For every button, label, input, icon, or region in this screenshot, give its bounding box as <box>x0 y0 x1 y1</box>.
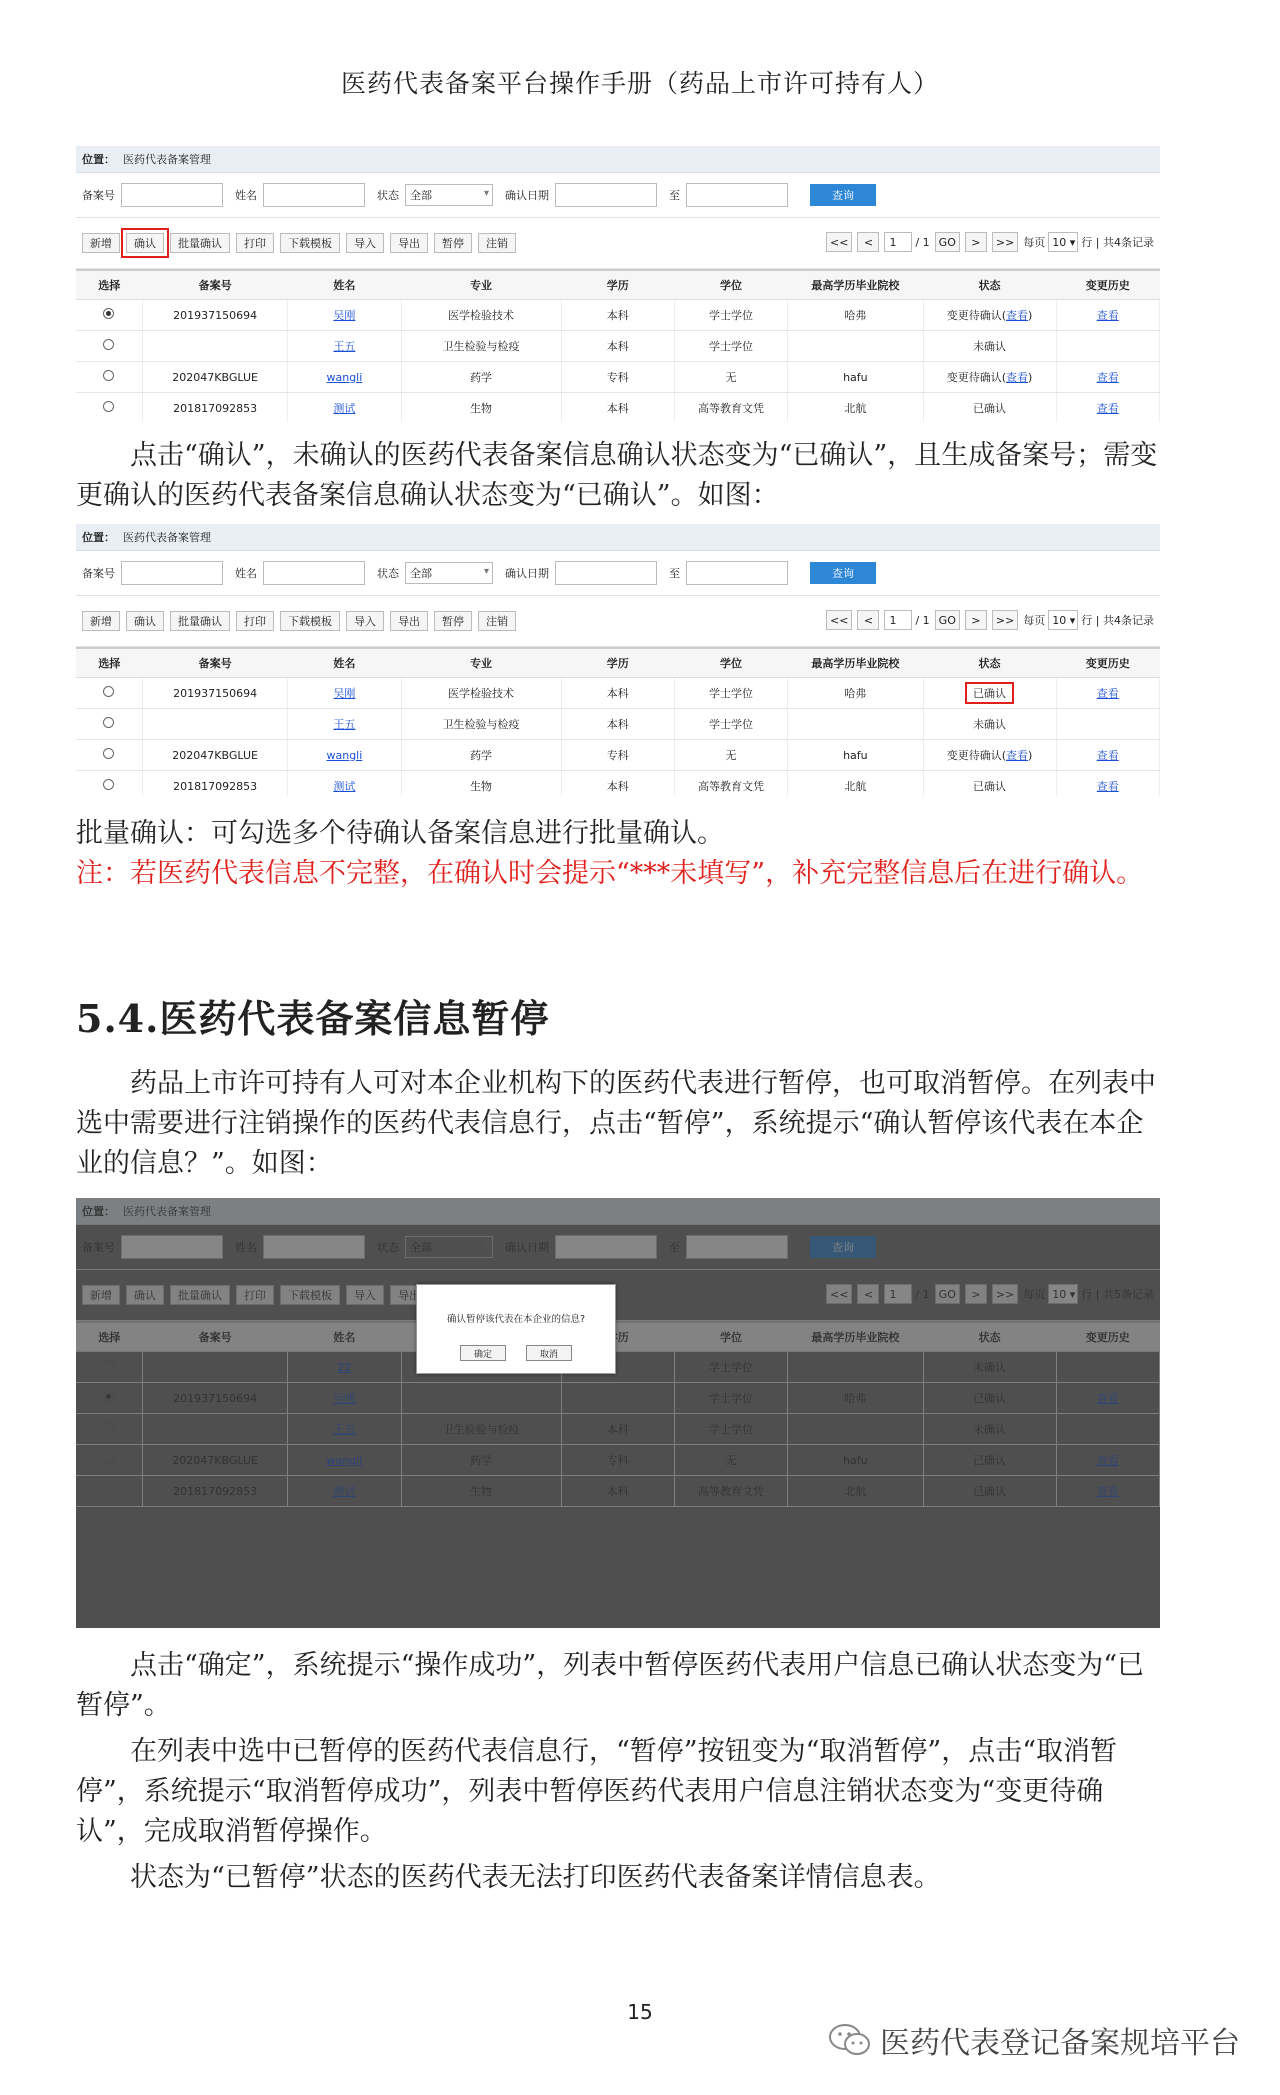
watermark <box>828 2018 1240 2062</box>
first-page-button[interactable]: << <box>826 232 852 252</box>
table-row[interactable] <box>76 393 1160 423</box>
record-no-label: 备案号 <box>82 567 115 580</box>
record-no-cell: 201937150694 <box>142 678 287 709</box>
name-link[interactable]: 吴刚 <box>288 678 401 709</box>
degree-cell: 学士学位 <box>674 709 787 740</box>
status-cell: 已确认 <box>923 678 1056 709</box>
column-header: 最高学历毕业院校 <box>788 648 923 678</box>
toolbar-button-8[interactable]: 注销 <box>478 611 516 631</box>
status-label: 状态 <box>377 189 399 202</box>
per-page-label: 每页 <box>1023 614 1046 627</box>
status-cell: 变更待确认(查看) <box>923 740 1056 771</box>
location-label: 位置： <box>82 153 115 166</box>
column-header: 姓名 <box>288 270 401 300</box>
confirm-suspend-dialog <box>416 1284 616 1374</box>
column-header: 学位 <box>674 648 787 678</box>
status-cell: 变更待确认(查看) <box>923 362 1056 393</box>
education-cell: 本科 <box>561 709 674 740</box>
name-label: 姓名 <box>235 567 257 580</box>
record-no-cell: 201817092853 <box>142 771 287 797</box>
toolbar-button-6[interactable]: 导出 <box>390 233 428 253</box>
major-cell: 生物 <box>401 393 561 423</box>
modal-overlay <box>76 1198 1160 1628</box>
last-page-button[interactable]: >> <box>992 610 1018 630</box>
watermark-text: 医药代表登记备案规培平台 <box>880 2026 1240 2061</box>
date-to-label: 至 <box>669 567 680 580</box>
education-cell: 专科 <box>561 362 674 393</box>
table-row[interactable] <box>76 331 1160 362</box>
table-row[interactable] <box>76 300 1160 331</box>
school-cell: hafu <box>788 740 923 771</box>
name-link[interactable]: 王五 <box>288 331 401 362</box>
next-page-button[interactable]: > <box>965 610 987 630</box>
toolbar-button-5[interactable]: 导入 <box>346 233 384 253</box>
row-select-radio[interactable] <box>76 331 142 362</box>
history-link[interactable]: 查看 <box>1056 678 1159 709</box>
history-link[interactable]: 查看 <box>1056 362 1159 393</box>
education-cell: 本科 <box>561 393 674 423</box>
table-header <box>76 270 1160 300</box>
major-cell: 医学检验技术 <box>401 300 561 331</box>
toolbar-button-1[interactable]: 确认 <box>126 233 164 253</box>
date-to-label: 至 <box>669 189 680 202</box>
go-button[interactable]: GO <box>935 610 960 630</box>
screenshot-confirm-before <box>76 146 1160 422</box>
record-no-label: 备案号 <box>82 189 115 202</box>
paragraph-confirm: 点击“确认”，未确认的医药代表备案信息确认状态变为“已确认”，且生成备案号；需变更确认的医药代表备案信息确认状态变为“已确认”。如图： <box>76 440 1158 511</box>
toolbar-button-6[interactable]: 导出 <box>390 611 428 631</box>
record-no-cell <box>142 709 287 740</box>
column-header: 状态 <box>923 648 1056 678</box>
page-total: / 1 <box>915 235 930 249</box>
history-link[interactable] <box>1056 709 1159 740</box>
table-row[interactable] <box>76 709 1160 740</box>
table-row[interactable] <box>76 678 1160 709</box>
name-link[interactable]: 测试 <box>288 771 401 797</box>
name-link[interactable]: wangli <box>288 740 401 771</box>
school-cell: 北航 <box>788 771 923 797</box>
status-cell: 变更待确认(查看) <box>923 300 1056 331</box>
toolbar-button-1[interactable]: 确认 <box>126 611 164 631</box>
major-cell: 药学 <box>401 740 561 771</box>
page-size-select[interactable]: 10 ▾ <box>1048 232 1078 252</box>
column-header: 专业 <box>401 648 561 678</box>
location-label: 位置： <box>82 531 115 544</box>
table-header <box>76 648 1160 678</box>
major-cell: 卫生检验与检疫 <box>401 709 561 740</box>
query-button[interactable]: 查询 <box>810 184 876 206</box>
toolbar-button-5[interactable]: 导入 <box>346 611 384 631</box>
record-count: 行 | 共4条记录 <box>1081 614 1154 627</box>
major-cell: 卫生检验与检疫 <box>401 331 561 362</box>
toolbar-button-4[interactable]: 下载模板 <box>280 611 340 631</box>
column-header: 变更历史 <box>1056 648 1159 678</box>
column-header: 学历 <box>561 648 674 678</box>
paragraph-print-restriction: 状态为“已暂停”状态的医药代表无法打印医药代表备案详情信息表。 <box>130 1862 941 1893</box>
degree-cell: 高等教育文凭 <box>674 393 787 423</box>
history-link[interactable]: 查看 <box>1056 393 1159 423</box>
confirm-date-start[interactable] <box>555 183 657 207</box>
column-header: 专业 <box>401 270 561 300</box>
confirm-date-end[interactable] <box>686 561 788 585</box>
major-cell: 生物 <box>401 771 561 797</box>
school-cell <box>788 709 923 740</box>
record-no-cell: 201817092853 <box>142 393 287 423</box>
major-cell: 药学 <box>401 362 561 393</box>
education-cell: 本科 <box>561 771 674 797</box>
query-button[interactable]: 查询 <box>810 562 876 584</box>
last-page-button[interactable]: >> <box>992 232 1018 252</box>
name-link[interactable]: 吴刚 <box>288 300 401 331</box>
filter-bar <box>76 551 1160 596</box>
school-cell: 哈弗 <box>788 678 923 709</box>
confirm-date-label: 确认日期 <box>505 567 549 580</box>
go-button[interactable]: GO <box>935 232 960 252</box>
record-count: 行 | 共4条记录 <box>1081 236 1154 249</box>
education-cell: 本科 <box>561 678 674 709</box>
column-header: 学位 <box>674 270 787 300</box>
next-page-button[interactable]: > <box>965 232 987 252</box>
table-row[interactable] <box>76 740 1160 771</box>
toolbar-button-7[interactable]: 暂停 <box>434 233 472 253</box>
confirm-date-label: 确认日期 <box>505 189 549 202</box>
record-no-input[interactable] <box>121 561 223 585</box>
toolbar-button-2[interactable]: 批量确认 <box>170 233 230 253</box>
rep-table <box>76 269 1160 422</box>
school-cell: 北航 <box>788 393 923 423</box>
page-size-select[interactable]: 10 ▾ <box>1048 610 1078 630</box>
column-header: 状态 <box>923 270 1056 300</box>
prev-page-button[interactable]: < <box>857 610 879 630</box>
name-link[interactable]: 测试 <box>288 393 401 423</box>
column-header: 选择 <box>76 648 142 678</box>
degree-cell: 学士学位 <box>674 300 787 331</box>
paragraph-suspend: 药品上市许可持有人可对本企业机构下的医药代表进行暂停，也可取消暂停。在列表中选中需要进行注销操作的医药代表信息行，点击“暂停”，系统提示“确认暂停该代表在本企业的信息？”。如图： <box>76 1068 1156 1179</box>
screenshot-confirm-after <box>76 524 1160 796</box>
name-link[interactable]: 王五 <box>288 709 401 740</box>
page-header: 医药代表备案平台操作手册（药品上市许可持有人） <box>340 69 939 98</box>
toolbar-button-2[interactable]: 批量确认 <box>170 611 230 631</box>
first-page-button[interactable]: << <box>826 610 852 630</box>
row-select-radio[interactable] <box>76 740 142 771</box>
history-link[interactable] <box>1056 331 1159 362</box>
major-cell: 医学检验技术 <box>401 678 561 709</box>
history-link[interactable]: 查看 <box>1056 771 1159 797</box>
column-header: 学历 <box>561 270 674 300</box>
location-bar <box>76 146 1160 173</box>
degree-cell: 学士学位 <box>674 331 787 362</box>
education-cell: 专科 <box>561 740 674 771</box>
toolbar-button-4[interactable]: 下载模板 <box>280 233 340 253</box>
filter-bar <box>76 173 1160 218</box>
degree-cell: 无 <box>674 740 787 771</box>
status-cell: 已确认 <box>923 771 1056 797</box>
paragraph-cancel-suspend: 在列表中选中已暂停的医药代表信息行，“暂停”按钮变为“取消暂停”，点击“取消暂停”，系统提示“取消暂停成功”，列表中暂停医药代表用户信息注销状态变为“变更待确认”，完成取消暂停操作。 <box>76 1736 1118 1847</box>
prev-page-button[interactable]: < <box>857 232 879 252</box>
table-row[interactable] <box>76 771 1160 797</box>
page-input[interactable]: 1 <box>884 232 912 252</box>
history-link[interactable]: 查看 <box>1056 300 1159 331</box>
toolbar <box>76 596 1160 647</box>
toolbar-button-8[interactable]: 注销 <box>478 233 516 253</box>
page-total: / 1 <box>915 613 930 627</box>
row-select-radio[interactable] <box>76 362 142 393</box>
dialog-message: 确认暂停该代表在本企业的信息? <box>446 1314 586 1325</box>
row-select-radio[interactable] <box>76 771 142 797</box>
wechat-icon <box>828 2023 872 2057</box>
rep-table <box>76 647 1160 796</box>
section-heading: 5.4.医药代表备案信息暂停 <box>76 996 550 1041</box>
column-header: 姓名 <box>288 648 401 678</box>
column-header: 变更历史 <box>1056 270 1159 300</box>
column-header: 备案号 <box>142 270 287 300</box>
record-no-cell: 201937150694 <box>142 300 287 331</box>
degree-cell: 高等教育文凭 <box>674 771 787 797</box>
column-header: 备案号 <box>142 648 287 678</box>
status-select[interactable]: 全部 ▾ <box>405 562 493 584</box>
row-select-radio[interactable] <box>76 678 142 709</box>
dialog-cancel-button[interactable]: 取消 <box>526 1345 572 1361</box>
screenshot-suspend-dialog <box>76 1198 1160 1628</box>
location-value: 医药代表备案管理 <box>123 153 211 166</box>
row-select-radio[interactable] <box>76 393 142 423</box>
row-select-radio[interactable] <box>76 300 142 331</box>
column-header: 选择 <box>76 270 142 300</box>
toolbar-button-0[interactable]: 新增 <box>82 611 120 631</box>
status-select[interactable]: 全部 ▾ <box>405 184 493 206</box>
page-number: 15 <box>627 2000 653 2024</box>
degree-cell: 学士学位 <box>674 678 787 709</box>
pagination <box>826 232 1154 252</box>
confirm-date-start[interactable] <box>555 561 657 585</box>
dialog-ok-button[interactable]: 确定 <box>460 1345 506 1361</box>
page-input[interactable]: 1 <box>884 610 912 630</box>
name-label: 姓名 <box>235 189 257 202</box>
record-no-cell <box>142 331 287 362</box>
school-cell: hafu <box>788 362 923 393</box>
education-cell: 本科 <box>561 300 674 331</box>
education-cell: 本科 <box>561 331 674 362</box>
toolbar-button-0[interactable]: 新增 <box>82 233 120 253</box>
record-no-cell: 202047KBGLUE <box>142 740 287 771</box>
history-link[interactable]: 查看 <box>1056 740 1159 771</box>
school-cell <box>788 331 923 362</box>
school-cell: 哈弗 <box>788 300 923 331</box>
location-bar <box>76 524 1160 551</box>
toolbar-button-3[interactable]: 打印 <box>236 233 274 253</box>
confirm-date-end[interactable] <box>686 183 788 207</box>
toolbar-button-7[interactable]: 暂停 <box>434 611 472 631</box>
paragraph-batch-confirm: 批量确认：可勾选多个待确认备案信息进行批量确认。 <box>76 818 724 849</box>
column-header: 最高学历毕业院校 <box>788 270 923 300</box>
degree-cell: 无 <box>674 362 787 393</box>
name-link[interactable]: wangli <box>288 362 401 393</box>
name-input[interactable] <box>263 183 365 207</box>
toolbar-button-3[interactable]: 打印 <box>236 611 274 631</box>
note-incomplete-info: 注：若医药代表信息不完整，在确认时会提示“***未填写”，补充完整信息后在进行确认。 <box>76 858 1144 889</box>
row-select-radio[interactable] <box>76 709 142 740</box>
pagination <box>826 610 1154 630</box>
toolbar <box>76 218 1160 269</box>
location-value: 医药代表备案管理 <box>123 531 211 544</box>
status-label: 状态 <box>377 567 399 580</box>
record-no-cell: 202047KBGLUE <box>142 362 287 393</box>
status-cell: 已确认 <box>923 393 1056 423</box>
record-no-input[interactable] <box>121 183 223 207</box>
name-input[interactable] <box>263 561 365 585</box>
status-cell: 未确认 <box>923 331 1056 362</box>
table-row[interactable] <box>76 362 1160 393</box>
status-cell: 未确认 <box>923 709 1056 740</box>
paragraph-suspend-ok: 点击“确定”，系统提示“操作成功”，列表中暂停医药代表用户信息已确认状态变为“已暂停”。 <box>76 1650 1145 1721</box>
per-page-label: 每页 <box>1023 236 1046 249</box>
